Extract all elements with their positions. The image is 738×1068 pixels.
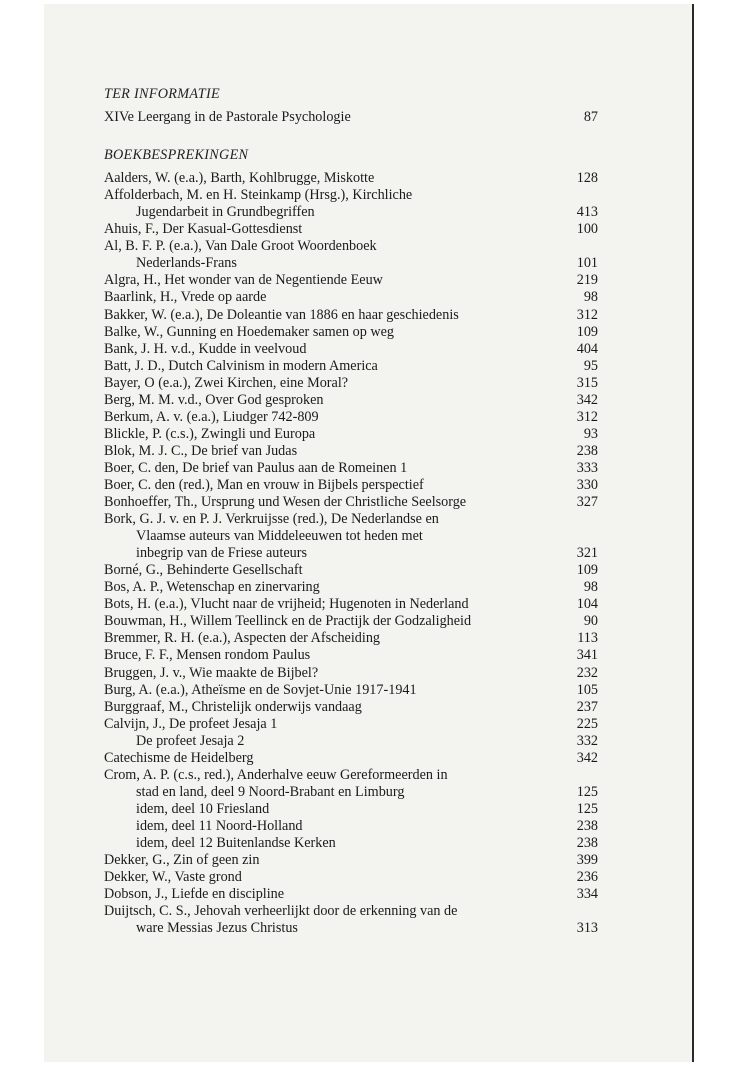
entry-page-number: 232 xyxy=(576,664,598,681)
entry-title: Baarlink, H., Vrede op aarde xyxy=(104,289,267,306)
entry-title: Algra, H., Het wonder van de Negentiende Eeuw xyxy=(104,272,383,289)
entry-title: Bremmer, R. H. (e.a.), Aspecten der Afscheiding xyxy=(104,630,381,647)
entry-title: XIVe Leergang in de Pastorale Psychologie xyxy=(104,109,351,126)
entry-page-number: 238 xyxy=(576,834,598,851)
entry-title: Bayer, O (e.a.), Zwei Kirchen, eine Moral? xyxy=(104,374,349,391)
entry-title: Affolderbach, M. en H. Steinkamp (Hrsg.), Kirchliche xyxy=(104,187,413,204)
entry-page-number: 90 xyxy=(583,613,598,630)
entry-title: idem, deel 10 Friesland xyxy=(136,800,270,817)
index-entry xyxy=(104,579,600,596)
entry-title: Bork, G. J. v. en P. J. Verkruijsse (red.), De Nederlandse en xyxy=(104,511,439,528)
entry-page-number: 313 xyxy=(576,920,598,937)
entry-page-number: 399 xyxy=(576,852,598,869)
entry-page-number: 219 xyxy=(576,272,598,289)
index-entry xyxy=(104,596,600,613)
entry-title: Bruce, F. F., Mensen rondom Paulus xyxy=(104,647,311,664)
index-entry xyxy=(104,187,600,221)
entry-title: Crom, A. P. (c.s., red.), Anderhalve eeuw Gereformeerden in xyxy=(104,766,448,783)
entry-title-continuation: stad en land, deel 9 Noord-Brabant en Limburg xyxy=(136,783,405,800)
index-entry xyxy=(104,716,600,733)
entry-page-number: 312 xyxy=(576,306,598,323)
entry-page-number: 236 xyxy=(576,869,598,886)
index-entry xyxy=(104,767,600,801)
index-entry xyxy=(104,733,600,750)
entry-title: Bruggen, J. v., Wie maakte de Bijbel? xyxy=(104,664,319,681)
index-entry xyxy=(104,511,600,562)
entry-page-number: 101 xyxy=(576,255,598,272)
index-entry xyxy=(104,630,600,647)
index-entry xyxy=(104,818,600,835)
entry-title: Bouwman, H., Willem Teellinck en de Practijk der Godzaligheid xyxy=(104,613,472,630)
entry-page-number: 413 xyxy=(576,204,598,221)
index-entry xyxy=(104,494,600,511)
entry-page-number: 333 xyxy=(576,459,598,476)
entry-title-continuation: inbegrip van de Friese auteurs xyxy=(136,545,307,562)
entry-title: De profeet Jesaja 2 xyxy=(136,732,245,749)
entry-title: Aalders, W. (e.a.), Barth, Kohlbrugge, Miskotte xyxy=(104,170,375,187)
entry-title: Bonhoeffer, Th., Ursprung und Wesen der Christliche Seelsorge xyxy=(104,494,467,511)
index-entry xyxy=(104,358,600,375)
entry-title: Bots, H. (e.a.), Vlucht naar de vrijheid; Hugenoten in Nederland xyxy=(104,596,469,613)
entry-title: idem, deel 12 Buitenlandse Kerken xyxy=(136,834,336,851)
entry-page-number: 105 xyxy=(576,681,598,698)
entry-title: Dobson, J., Liefde en discipline xyxy=(104,886,285,903)
entry-page-number: 98 xyxy=(583,289,598,306)
entry-page-number: 225 xyxy=(576,715,598,732)
entry-title: Boer, C. den, De brief van Paulus aan de Romeinen 1 xyxy=(104,459,408,476)
entry-page-number: 113 xyxy=(577,630,598,647)
entry-page-number: 404 xyxy=(576,340,598,357)
index-entry xyxy=(104,375,600,392)
entry-title-continuation: Nederlands-Frans xyxy=(136,255,237,272)
index-entry xyxy=(104,562,600,579)
entry-page-number: 342 xyxy=(576,749,598,766)
entry-page-number: 330 xyxy=(576,476,598,493)
index-entry xyxy=(104,460,600,477)
entry-title-continuation: Jugendarbeit in Grundbegriffen xyxy=(136,204,315,221)
entry-page-number: 321 xyxy=(576,545,598,562)
index-entry xyxy=(104,613,600,630)
entry-title: idem, deel 11 Noord-Holland xyxy=(136,817,303,834)
entry-page-number: 238 xyxy=(576,817,598,834)
index-entry xyxy=(104,647,600,664)
index-entry xyxy=(104,699,600,716)
entry-page-number: 104 xyxy=(576,596,598,613)
index-entry xyxy=(104,221,600,238)
entry-page-number: 341 xyxy=(576,647,598,664)
entry-title: Ahuis, F., Der Kasual-Gottesdienst xyxy=(104,221,303,238)
index-entry xyxy=(104,238,600,272)
entry-page-number: 125 xyxy=(576,800,598,817)
index-entry xyxy=(104,801,600,818)
entry-title: Blickle, P. (c.s.), Zwingli und Europa xyxy=(104,425,316,442)
entry-title: Batt, J. D., Dutch Calvinism in modern America xyxy=(104,357,378,374)
entry-page-number: 238 xyxy=(576,442,598,459)
entry-page-number: 334 xyxy=(576,886,598,903)
index-entry xyxy=(104,852,600,869)
entry-page-number: 312 xyxy=(576,408,598,425)
entry-title: Duijtsch, C. S., Jehovah verheerlijkt door de erkenning van de xyxy=(104,903,458,920)
entry-page-number: 95 xyxy=(583,357,598,374)
index-entry xyxy=(104,170,600,187)
entry-page-number: 100 xyxy=(576,221,598,238)
index-entry xyxy=(104,869,600,886)
index-entry xyxy=(104,750,600,767)
index-entry xyxy=(104,903,600,937)
index-entry xyxy=(104,289,600,306)
index-entry xyxy=(104,426,600,443)
entry-title: Blok, M. J. C., De brief van Judas xyxy=(104,442,298,459)
entry-title: Dekker, W., Vaste grond xyxy=(104,869,242,886)
section-heading-reviews: BOEKBESPREKINGEN xyxy=(104,147,249,164)
index-entry xyxy=(104,392,600,409)
entry-title: Berkum, A. v. (e.a.), Liudger 742-809 xyxy=(104,408,319,425)
entry-title: Burggraaf, M., Christelijk onderwijs vandaag xyxy=(104,698,362,715)
entry-page-number: 128 xyxy=(576,170,598,187)
index-entry xyxy=(104,307,600,324)
index-entry xyxy=(104,324,600,341)
entry-page-number: 327 xyxy=(576,494,598,511)
entry-page-number: 109 xyxy=(576,323,598,340)
entry-title: Burg, A. (e.a.), Atheïsme en de Sovjet-Unie 1917-1941 xyxy=(104,681,417,698)
entry-title: Bakker, W. (e.a.), De Doleantie van 1886 en haar geschiedenis xyxy=(104,306,459,323)
entry-title: Al, B. F. P. (e.a.), Van Dale Groot Woordenboek xyxy=(104,238,377,255)
index-entry xyxy=(104,443,600,460)
entry-page-number: 125 xyxy=(576,783,598,800)
entry-title: Boer, C. den (red.), Man en vrouw in Bijbels perspectief xyxy=(104,476,424,493)
entry-page-number: 87 xyxy=(583,109,598,126)
entry-page-number: 98 xyxy=(583,579,598,596)
index-entry xyxy=(104,886,600,903)
entry-title: Bank, J. H. v.d., Kudde in veelvoud xyxy=(104,340,307,357)
index-entry xyxy=(104,477,600,494)
entry-title: Catechisme de Heidelberg xyxy=(104,749,254,766)
entry-title: Calvijn, J., De profeet Jesaja 1 xyxy=(104,715,278,732)
entry-title: Dekker, G., Zin of geen zin xyxy=(104,852,260,869)
entry-page-number: 342 xyxy=(576,391,598,408)
entry-title: Bos, A. P., Wetenschap en zinervaring xyxy=(104,579,320,596)
entry-title: Borné, G., Behinderte Gesellschaft xyxy=(104,562,303,579)
entry-page-number: 315 xyxy=(576,374,598,391)
review-entry-list xyxy=(104,170,600,937)
page-edge xyxy=(692,4,694,1062)
entry-title: Berg, M. M. v.d., Over God gesproken xyxy=(104,391,324,408)
index-entry xyxy=(104,341,600,358)
index-entry xyxy=(104,272,600,289)
entry-page-number: 332 xyxy=(576,732,598,749)
section-heading-info: TER INFORMATIE xyxy=(104,86,220,102)
index-entry xyxy=(104,409,600,426)
entry-title: Balke, W., Gunning en Hoedemaker samen op weg xyxy=(104,323,394,340)
entry-page-number: 93 xyxy=(583,425,598,442)
entry-title-continuation: Vlaamse auteurs van Middeleeuwen tot heden met xyxy=(136,528,423,545)
index-entry xyxy=(104,682,600,699)
index-content xyxy=(104,86,600,937)
entry-title-continuation: ware Messias Jezus Christus xyxy=(136,920,298,937)
index-entry xyxy=(104,109,600,126)
index-entry xyxy=(104,665,600,682)
entry-page-number: 109 xyxy=(576,562,598,579)
index-entry xyxy=(104,835,600,852)
entry-page-number: 237 xyxy=(576,698,598,715)
